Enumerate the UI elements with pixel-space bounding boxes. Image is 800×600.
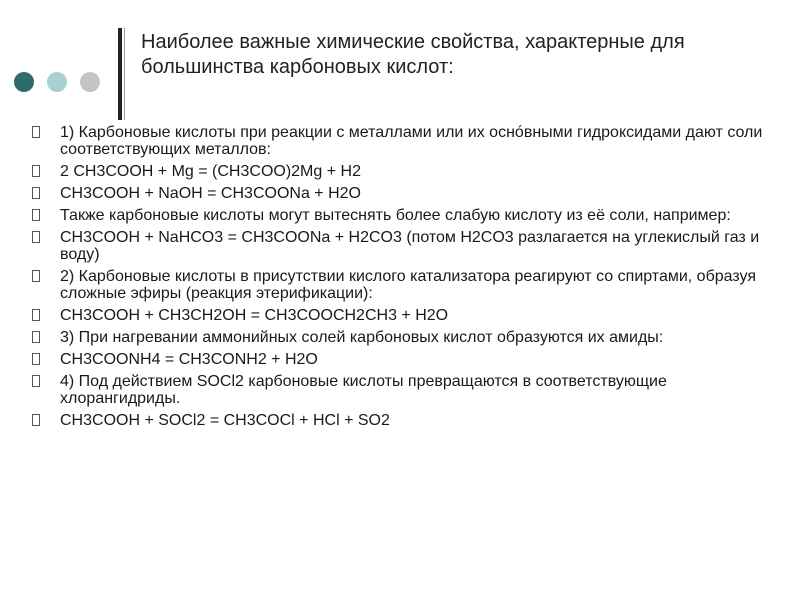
list-item — [32, 185, 772, 202]
list-item-text: 3) При нагревании аммонийных солей карбоновых кислот образуются их амиды: — [60, 329, 664, 346]
bullet-icon — [32, 331, 40, 343]
list-item — [32, 307, 772, 324]
bullet-icon — [32, 231, 40, 243]
bullet-icon — [32, 309, 40, 321]
bullet-icon — [32, 270, 40, 282]
list-item-text: CH3COOH + NaOH = CH3COONa + H2O — [60, 185, 361, 202]
list-item — [32, 329, 772, 346]
bullet-icon — [32, 209, 40, 221]
list-item-text: CH3COOH + CH3CH2OH = CH3COOCH2CH3 + H2O — [60, 307, 449, 324]
title-divider-bar — [118, 28, 122, 120]
decorative-dots — [14, 72, 100, 92]
list-item — [32, 207, 772, 224]
list-item-text: 2) Карбоновые кислоты в присутствии кислого катализатора реагируют со спиртами, образуя сложные эфиры (реакция этерификации): — [60, 268, 756, 302]
bullet-icon — [32, 375, 40, 387]
list-item — [32, 124, 772, 158]
list-item-text: 4) Под действием SOCl2 карбоновые кислоты превращаются в соответствующие хлорангидриды. — [60, 373, 667, 407]
list-item — [32, 163, 772, 180]
list-item — [32, 268, 772, 302]
list-item — [32, 373, 772, 407]
list-item-text: 1) Карбоновые кислоты при реакции с металлами или их осно́вными гидроксидами дают соли соответствующих металлов: — [60, 124, 763, 158]
content-list — [32, 124, 772, 434]
bullet-icon — [32, 353, 40, 365]
dark-teal-dot — [14, 72, 34, 92]
slide-title: Наиболее важные химические свойства, характерные для большинства карбоновых кислот: — [141, 31, 685, 78]
list-item-text: CH3COOH + SOCl2 = CH3COCl + HCl + SO2 — [60, 412, 390, 429]
list-item — [32, 412, 772, 429]
list-item-text: 2 CH3COOH + Mg = (CH3COO)2Mg + H2 — [60, 163, 361, 180]
bullet-icon — [32, 414, 40, 426]
light-teal-dot — [47, 72, 67, 92]
list-item-text: Также карбоновые кислоты могут вытеснять более слабую кислоту из её соли, например: — [60, 207, 731, 224]
list-item — [32, 351, 772, 368]
title-divider-line — [124, 28, 125, 120]
list-item-text: CH3COONH4 = CH3CONH2 + H2O — [60, 351, 318, 368]
bullet-icon — [32, 165, 40, 177]
bullet-icon — [32, 187, 40, 199]
gray-dot — [80, 72, 100, 92]
bullet-icon — [32, 126, 40, 138]
list-item — [32, 229, 772, 263]
list-item-text: CH3COOH + NaHCO3 = CH3COONa + H2CO3 (потом H2CO3 разлагается на углекислый газ и воду) — [60, 229, 760, 263]
